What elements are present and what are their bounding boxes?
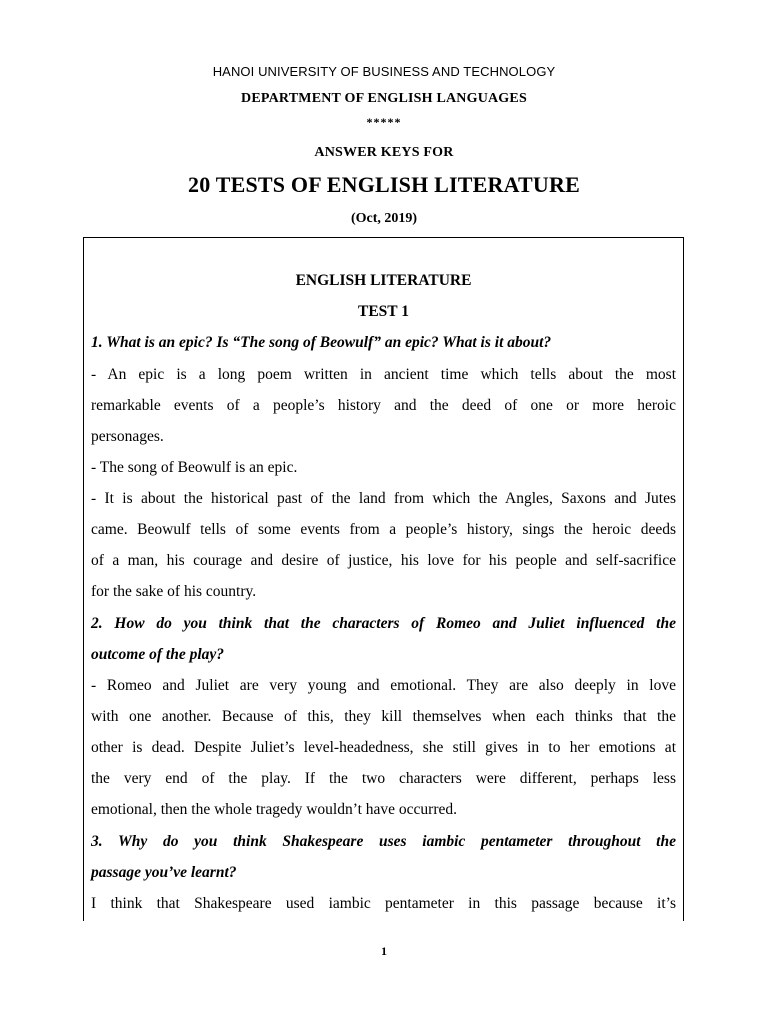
answer-keys-label: ANSWER KEYS FOR — [314, 145, 454, 160]
answer-line: other is dead. Despite Juliet’s level-headedness, she still gives in to her emotions at — [91, 739, 676, 756]
separator-stars: ***** — [366, 115, 402, 129]
question-1: 1. What is an epic? Is “The song of Beowulf” an epic? What is it about? — [91, 334, 552, 351]
answer-line: with one another. Because of this, they kill themselves when each thinks that the — [91, 708, 676, 725]
answer-line: I think that Shakespeare used iambic pentameter in this passage because it’s — [91, 895, 676, 912]
question-3-continued: passage you’ve learnt? — [91, 864, 237, 881]
answer-line: of a man, his courage and desire of justice, his love for his people and self-sacrifice — [91, 552, 676, 569]
answer-line: personages. — [91, 428, 164, 445]
answer-line: the very end of the play. If the two characters were different, perhaps less — [91, 770, 676, 787]
answer-line: - It is about the historical past of the land from which the Angles, Saxons and Jutes — [91, 490, 676, 507]
question-2: 2. How do you think that the characters of Romeo and Juliet influenced the — [91, 615, 676, 632]
answer-line: remarkable events of a people’s history and the deed of one or more heroic — [91, 397, 676, 414]
answer-line: - The song of Beowulf is an epic. — [91, 459, 298, 476]
university-name: HANOI UNIVERSITY OF BUSINESS AND TECHNOLOGY — [212, 64, 556, 79]
content-box — [83, 237, 684, 921]
answer-line: emotional, then the whole tragedy wouldn’t have occurred. — [91, 801, 457, 818]
document-date: (Oct, 2019) — [350, 211, 418, 226]
document-title: 20 TESTS OF ENGLISH LITERATURE — [188, 172, 580, 197]
department-name: DEPARTMENT OF ENGLISH LANGUAGES — [241, 91, 527, 106]
question-3: 3. Why do you think Shakespeare uses iambic pentameter throughout the — [91, 833, 676, 850]
page-number: 1 — [381, 944, 387, 958]
answer-line: for the sake of his country. — [91, 583, 257, 600]
question-2-continued: outcome of the play? — [91, 646, 225, 663]
answer-line: - An epic is a long poem written in ancient time which tells about the most — [91, 366, 676, 383]
answer-line: came. Beowulf tells of some events from a people’s history, sings the heroic deeds — [91, 521, 676, 538]
answer-line: - Romeo and Juliet are very young and emotional. They are also deeply in love — [91, 677, 676, 694]
test-label: TEST 1 — [358, 303, 409, 320]
section-heading: ENGLISH LITERATURE — [295, 272, 472, 289]
